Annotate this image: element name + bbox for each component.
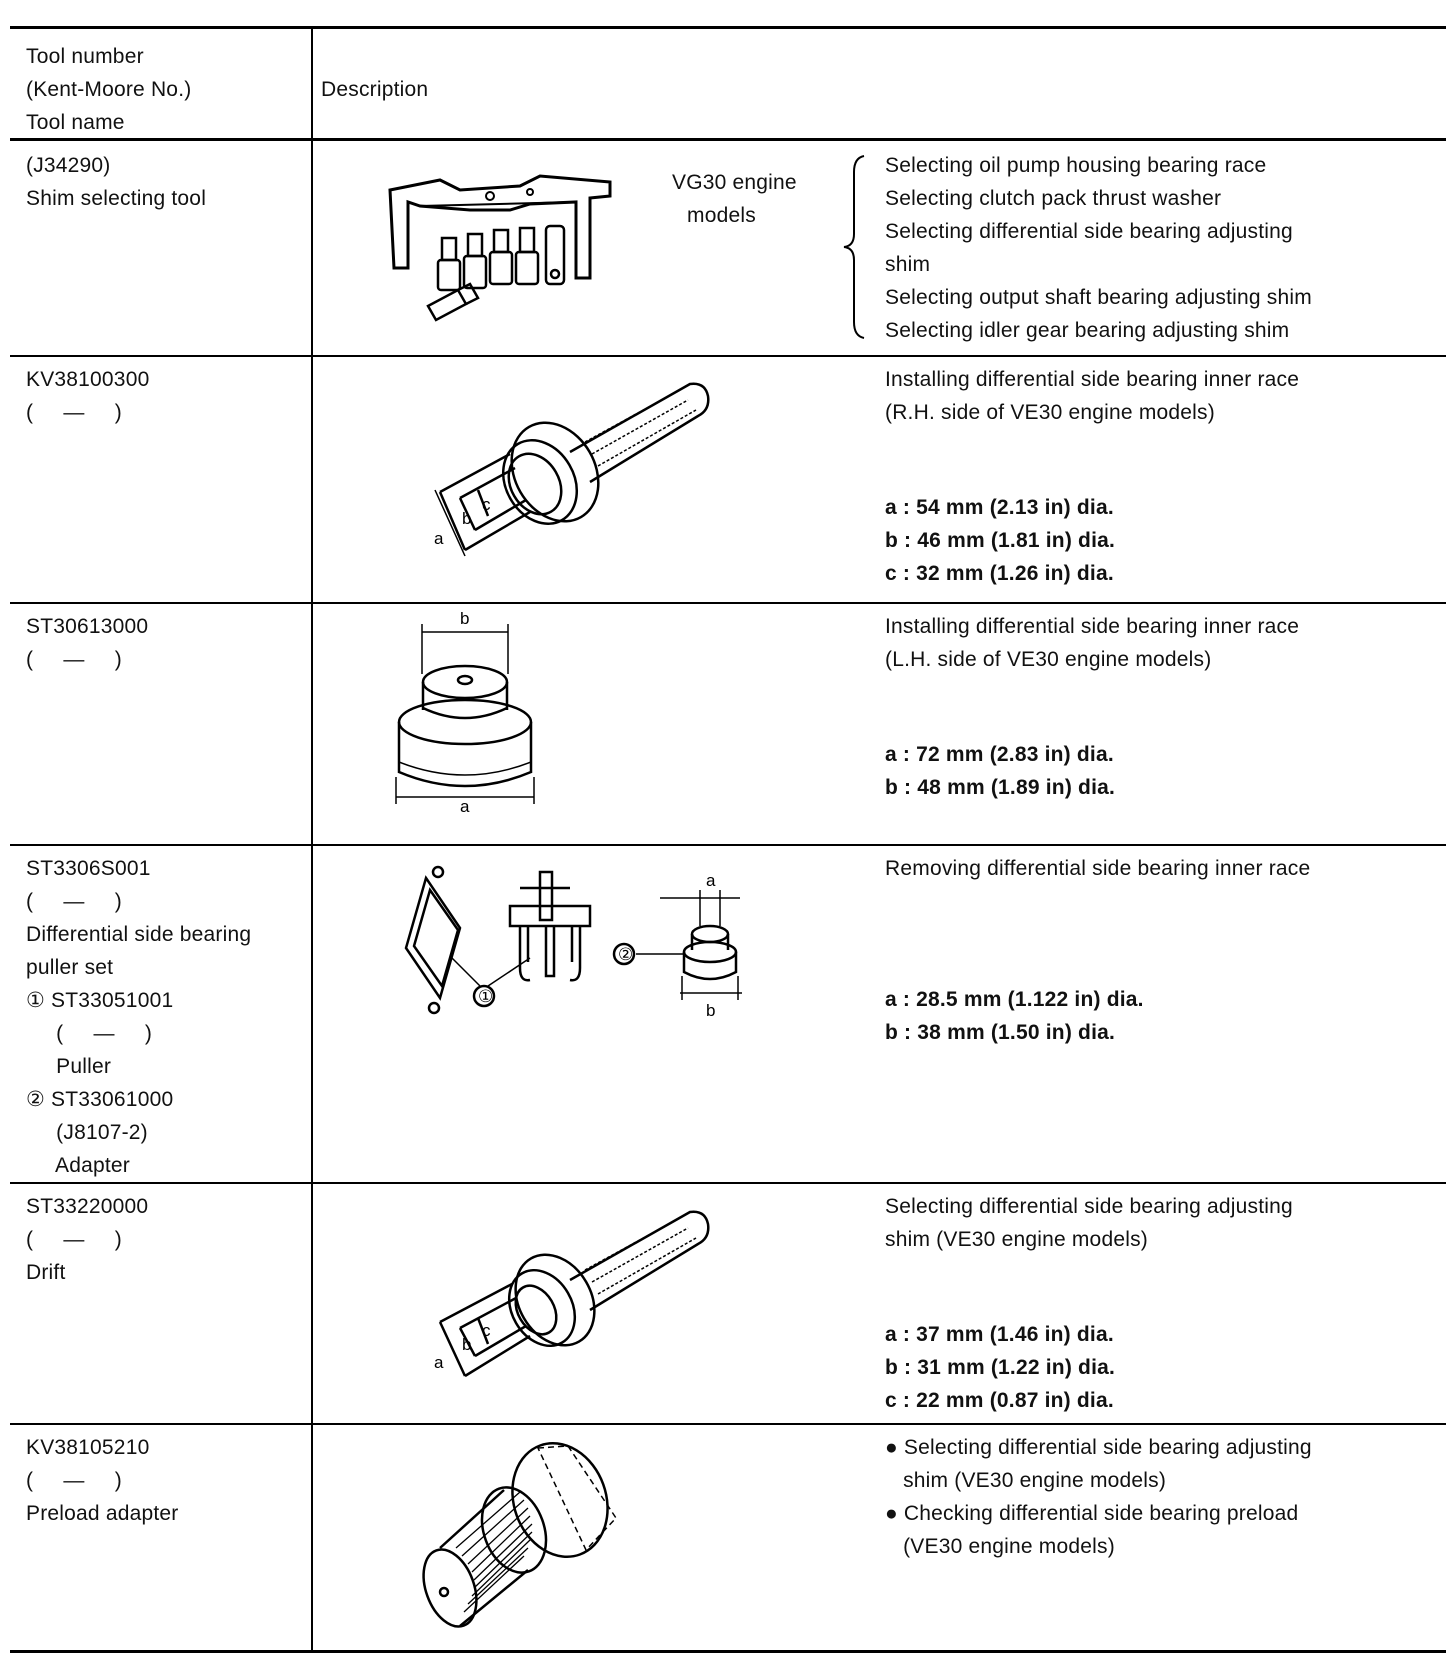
drift-figure: [420, 1200, 720, 1400]
table-top-rule: [10, 26, 1446, 29]
row4-tool-name-2: puller set: [26, 956, 114, 979]
row3-dim-a: a : 72 mm (2.83 in) dia.: [885, 743, 1114, 766]
table-bottom-rule: [10, 1650, 1446, 1653]
row2-fig-label-b: b: [462, 509, 472, 528]
row6-desc-2: shim (VE30 engine models): [885, 1469, 1167, 1492]
row4-tool-name-1: Differential side bearing: [26, 923, 252, 946]
row5-tool-name: Drift: [26, 1261, 66, 1284]
row1-desc-5: Selecting output shaft bearing adjusting shim: [885, 286, 1312, 309]
row-divider-3: [10, 844, 1446, 846]
row4-tool-number: ST3306S001: [26, 857, 151, 880]
row5-fig-label-c: c: [482, 1321, 491, 1340]
installer-tool-figure: [390, 612, 550, 812]
row5-desc-2: shim (VE30 engine models): [885, 1228, 1148, 1251]
row4-part1-name: Puller: [26, 1055, 112, 1078]
row-divider-2: [10, 602, 1446, 604]
row2-tool-number: KV38100300: [26, 368, 150, 391]
row4-dim-a: a : 28.5 mm (1.122 in) dia.: [885, 988, 1144, 1011]
row6-desc-3: ● Checking differential side bearing preload: [885, 1502, 1299, 1525]
puller-set-figure: [380, 858, 800, 1038]
row1-desc-6: Selecting idler gear bearing adjusting shim: [885, 319, 1290, 342]
header-bottom-rule: [10, 138, 1446, 141]
row4-desc-1: Removing differential side bearing inner race: [885, 857, 1311, 880]
drift-tool-figure: [420, 372, 720, 582]
row5-dim-b: b : 31 mm (1.22 in) dia.: [885, 1356, 1116, 1379]
row5-dim-c: c : 22 mm (0.87 in) dia.: [885, 1389, 1114, 1412]
row4-part1-kent-moore: ( — ): [26, 1022, 153, 1045]
row2-dim-a: a : 54 mm (2.13 in) dia.: [885, 496, 1114, 519]
row4-fig-label-2: ②: [618, 945, 634, 964]
row6-tool-number: KV38105210: [26, 1436, 150, 1459]
row1-desc-1: Selecting oil pump housing bearing race: [885, 154, 1267, 177]
row1-tool-number: (J34290): [26, 154, 111, 177]
row4-fig-label-b: b: [706, 1001, 716, 1020]
row4-fig-label-a: a: [706, 871, 716, 890]
curly-brace-icon: [840, 152, 870, 342]
row6-desc-1: ● Selecting differential side bearing adjusting: [885, 1436, 1312, 1459]
row2-desc-2: (R.H. side of VE30 engine models): [885, 401, 1215, 424]
row4-part2-name: Adapter: [26, 1154, 130, 1177]
row2-fig-label-c: c: [482, 495, 491, 514]
header-tool-name: Tool name: [26, 111, 125, 134]
row-divider-5: [10, 1423, 1446, 1425]
header-kent-moore: (Kent-Moore No.): [26, 78, 192, 101]
row2-fig-label-a: a: [434, 529, 444, 548]
row4-part2-number: ② ST33061000: [26, 1088, 174, 1111]
row2-dim-c: c : 32 mm (1.26 in) dia.: [885, 562, 1114, 585]
row2-kent-moore: ( — ): [26, 401, 122, 424]
row4-part1-number: ① ST33051001: [26, 989, 174, 1012]
row6-tool-name: Preload adapter: [26, 1502, 179, 1525]
header-description: Description: [321, 78, 429, 101]
row6-desc-4: (VE30 engine models): [885, 1535, 1115, 1558]
row1-desc-2: Selecting clutch pack thrust washer: [885, 187, 1222, 210]
row4-dim-b: b : 38 mm (1.50 in) dia.: [885, 1021, 1116, 1044]
row3-dim-b: b : 48 mm (1.89 in) dia.: [885, 776, 1116, 799]
row1-desc-4: shim: [885, 253, 931, 276]
row1-desc-3: Selecting differential side bearing adjusting: [885, 220, 1293, 243]
row3-fig-label-b: b: [460, 612, 470, 628]
preload-adapter-figure: [410, 1430, 640, 1640]
row3-tool-number: ST30613000: [26, 615, 149, 638]
row6-kent-moore: ( — ): [26, 1469, 122, 1492]
row3-kent-moore: ( — ): [26, 648, 122, 671]
row1-engine-note-2: models: [687, 204, 756, 227]
shim-selecting-tool-figure: [380, 168, 620, 328]
row4-fig-label-1: ①: [478, 987, 494, 1006]
row4-kent-moore: ( — ): [26, 890, 122, 913]
row5-fig-label-a: a: [434, 1353, 444, 1372]
header-tool-number: Tool number: [26, 45, 144, 68]
row5-tool-number: ST33220000: [26, 1195, 149, 1218]
row3-fig-label-a: a: [460, 797, 470, 812]
row-divider-4: [10, 1182, 1446, 1184]
row5-kent-moore: ( — ): [26, 1228, 122, 1251]
row1-engine-note-1: VG30 engine: [672, 171, 797, 194]
row4-part2-kent-moore: (J8107-2): [26, 1121, 148, 1144]
row2-desc-1: Installing differential side bearing inner race: [885, 368, 1300, 391]
row3-desc-1: Installing differential side bearing inner race: [885, 615, 1300, 638]
row-divider-1: [10, 355, 1446, 357]
row5-fig-label-b: b: [462, 1335, 472, 1354]
column-divider: [311, 27, 313, 1651]
row2-dim-b: b : 46 mm (1.81 in) dia.: [885, 529, 1116, 552]
row3-desc-2: (L.H. side of VE30 engine models): [885, 648, 1212, 671]
row1-tool-name: Shim selecting tool: [26, 187, 207, 210]
row5-desc-1: Selecting differential side bearing adjusting: [885, 1195, 1293, 1218]
row5-dim-a: a : 37 mm (1.46 in) dia.: [885, 1323, 1114, 1346]
